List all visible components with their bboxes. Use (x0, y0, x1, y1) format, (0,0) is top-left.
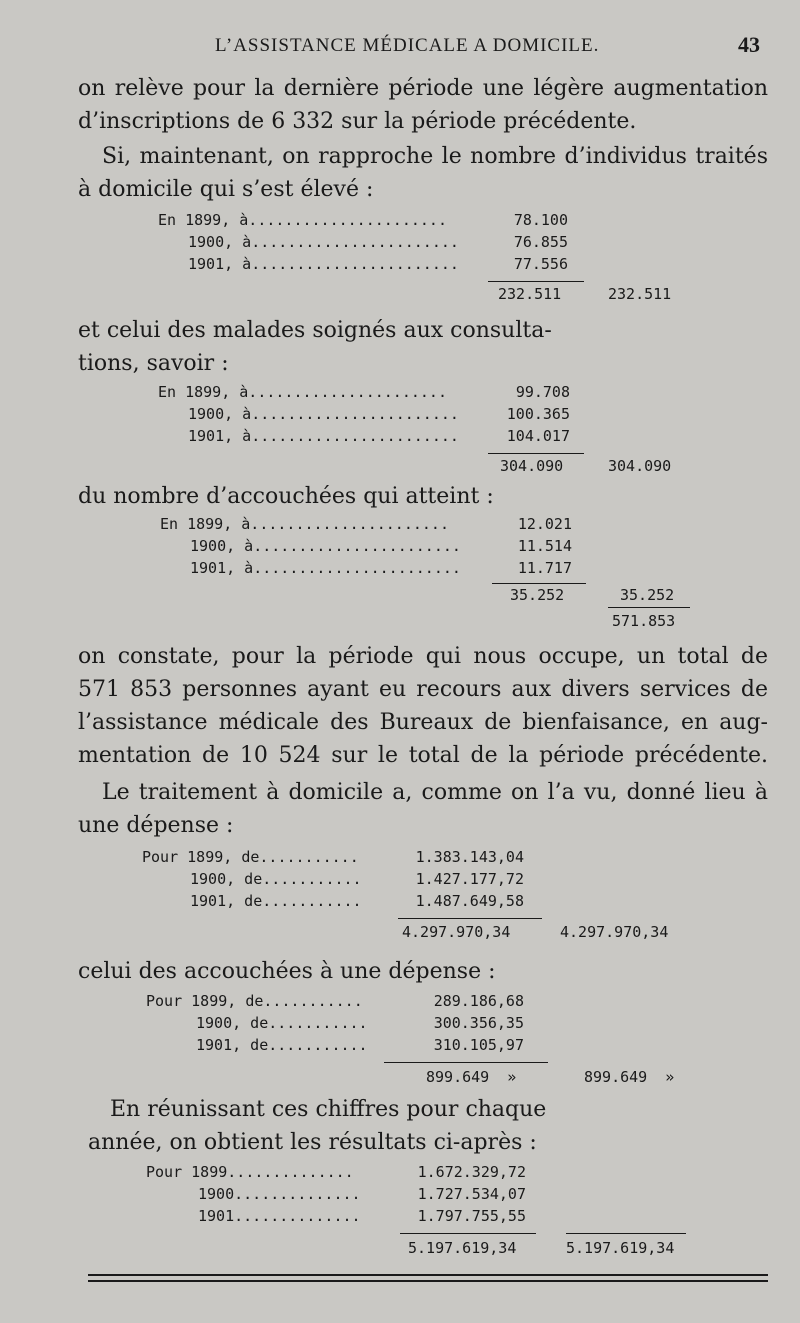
row-value: 104.017 (506, 427, 570, 445)
sum-rule (400, 1233, 536, 1234)
carried-total: 4.297.970,34 (560, 923, 669, 941)
paragraph-1 (78, 72, 768, 138)
carried-total: 232.511 (608, 285, 672, 303)
paragraph-6 (78, 776, 768, 842)
grand-total-rule (608, 607, 690, 608)
carried-total: 5.197.619,34 (566, 1239, 675, 1257)
table-row (0, 1014, 800, 1036)
row-value: 100.365 (506, 405, 570, 423)
table-row (0, 383, 800, 405)
row-value: 78.100 (513, 211, 568, 229)
carried-total: 899.649 » (584, 1068, 675, 1086)
table-consultations (0, 383, 800, 475)
text-line: mentation de 10 524 sur le total de la période précédente. (78, 743, 768, 768)
page-header (0, 30, 800, 60)
paragraph-8 (78, 1093, 598, 1159)
subtotal: 232.511 (498, 285, 562, 303)
row-label: Pour 1899, de........... (142, 848, 359, 866)
row-value: 99.708 (515, 383, 570, 401)
text-line: une dépense : (78, 813, 234, 838)
text-line: on constate, pour la période qui nous occupe, un total de (78, 644, 768, 669)
row-label: Pour 1899.............. (146, 1163, 354, 1181)
table-home-expenses (0, 848, 800, 941)
text-line: on relève pour la dernière période une légère augmentation (78, 76, 768, 101)
table-row (0, 211, 800, 233)
row-value: 1.727.534,07 (417, 1185, 526, 1203)
row-value: 76.855 (513, 233, 568, 251)
text-line: et celui des malades soignés aux consulta- (78, 318, 552, 343)
paragraph-2 (78, 140, 768, 206)
row-label: En 1899, à...................... (158, 383, 447, 401)
row-label: 1901, à....................... (188, 427, 459, 445)
table-row (0, 515, 800, 537)
row-label: 1900, à....................... (190, 537, 461, 555)
text-line: celui des accouchées à une dépense : (78, 959, 496, 984)
row-value: 11.717 (517, 559, 572, 577)
paragraph-3 (78, 314, 768, 380)
text-line: Si, maintenant, on rapproche le nombre d’individus traités (102, 144, 768, 169)
row-value: 12.021 (517, 515, 572, 533)
table-row (0, 405, 800, 427)
row-value: 1.383.143,04 (415, 848, 524, 866)
text-line: Le traitement à domicile a, comme on l’a vu, donné lieu à (102, 780, 768, 805)
row-label: 1901, à....................... (188, 255, 459, 273)
grand-total: 571.853 (612, 612, 676, 630)
sum-rule (384, 1062, 548, 1063)
row-value: 1.487.649,58 (415, 892, 524, 910)
subtotal: 35.252 (510, 586, 565, 604)
table-row (0, 1036, 800, 1058)
running-title: L’ASSISTANCE MÉDICALE A DOMICILE. (215, 35, 600, 56)
subtotal: 899.649 » (426, 1068, 517, 1086)
closing-rule-bottom (88, 1280, 768, 1282)
text-line: l’assistance médicale des Bureaux de bienfaisance, en aug- (78, 710, 768, 735)
table-row (0, 233, 800, 255)
row-value: 11.514 (517, 537, 572, 555)
row-label: 1901.............. (198, 1207, 361, 1225)
paragraph-5 (78, 640, 768, 772)
row-value: 310.105,97 (433, 1036, 524, 1054)
table-row (0, 870, 800, 892)
row-label: 1900, à....................... (188, 233, 459, 251)
text-line: du nombre d’accouchées qui atteint : (78, 484, 494, 509)
table-row (0, 255, 800, 277)
table-row (0, 1185, 800, 1207)
row-label: 1900, de........... (196, 1014, 368, 1032)
text-line: d’inscriptions de 6 332 sur la période précédente. (78, 109, 637, 134)
sum-rule (492, 583, 586, 584)
subtotal: 4.297.970,34 (402, 923, 511, 941)
row-label: 1901, de........... (196, 1036, 368, 1054)
carried-total: 35.252 (620, 586, 675, 604)
text-line: 571 853 personnes ayant eu recours aux divers services de (78, 677, 768, 702)
paragraph-7 (78, 955, 768, 988)
table-row (0, 992, 800, 1014)
row-label: En 1899, à...................... (158, 211, 447, 229)
sum-rule (488, 281, 584, 282)
row-label: 1900, à....................... (188, 405, 459, 423)
table-home-treated (0, 211, 800, 303)
table-row (0, 1207, 800, 1229)
table-row (0, 848, 800, 870)
row-value: 1.797.755,55 (417, 1207, 526, 1225)
closing-rule-top (88, 1274, 768, 1276)
subtotal: 5.197.619,34 (408, 1239, 517, 1257)
sum-rule (398, 918, 542, 919)
table-row (0, 427, 800, 449)
row-value: 300.356,35 (433, 1014, 524, 1032)
row-value: 1.427.177,72 (415, 870, 524, 888)
table-row (0, 1163, 800, 1185)
sum-rule (566, 1233, 686, 1234)
row-value: 1.672.329,72 (417, 1163, 526, 1181)
row-value: 289.186,68 (433, 992, 524, 1010)
table-row (0, 537, 800, 559)
paragraph-4 (78, 480, 768, 513)
row-label: 1901, à....................... (190, 559, 461, 577)
text-line: tions, savoir : (78, 351, 229, 376)
table-combined-results (0, 1163, 800, 1257)
row-label: 1900.............. (198, 1185, 361, 1203)
text-line: année, on obtient les résultats ci-après : (88, 1130, 537, 1155)
row-label: En 1899, à...................... (160, 515, 449, 533)
table-childbirths (0, 515, 800, 630)
carried-total: 304.090 (608, 457, 672, 475)
page-number: 43 (738, 32, 760, 57)
table-row (0, 892, 800, 914)
subtotal: 304.090 (500, 457, 564, 475)
row-label: 1901, de........... (190, 892, 362, 910)
row-value: 77.556 (513, 255, 568, 273)
sum-rule (488, 453, 584, 454)
row-label: Pour 1899, de........... (146, 992, 363, 1010)
table-childbirth-expenses (0, 992, 800, 1086)
text-line: à domicile qui s’est élevé : (78, 177, 374, 202)
table-row (0, 559, 800, 581)
text-line: En réunissant ces chiffres pour chaque (110, 1097, 547, 1122)
row-label: 1900, de........... (190, 870, 362, 888)
